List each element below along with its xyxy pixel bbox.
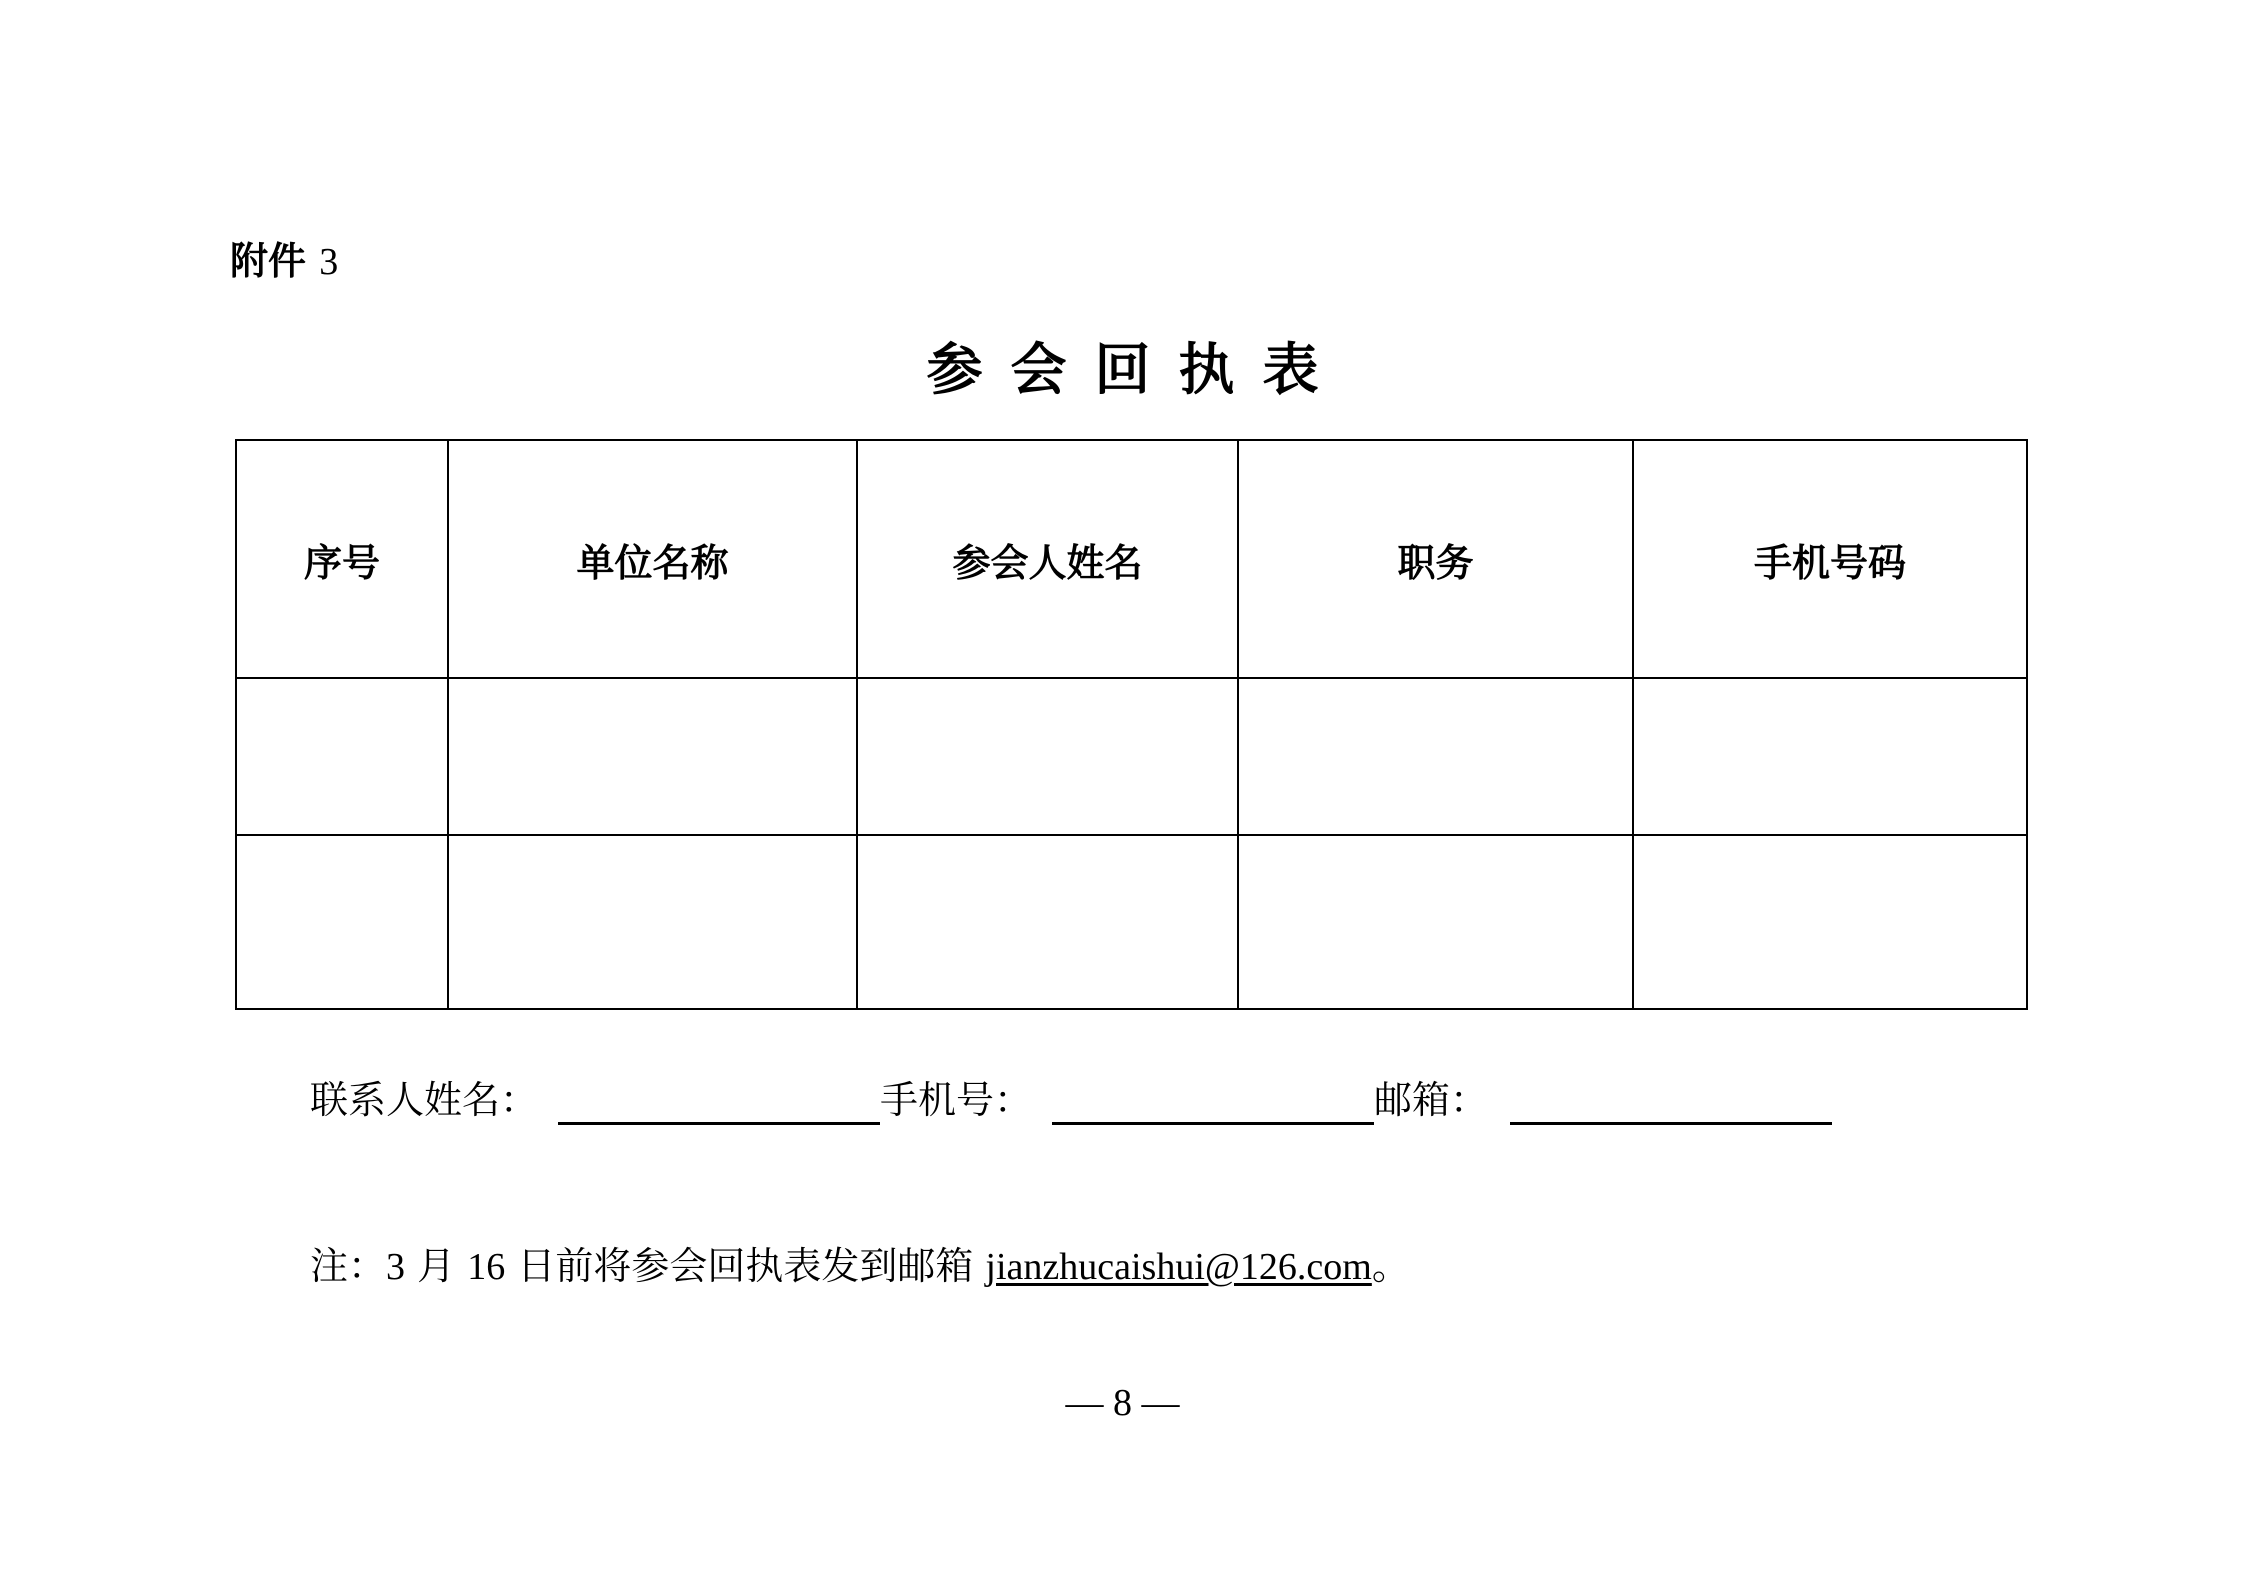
header-serial-number: 序号: [236, 440, 448, 678]
note-month: 3: [386, 1246, 406, 1288]
note-prefix: 注：: [310, 1244, 387, 1288]
cell-mobile[interactable]: [1633, 678, 2027, 835]
note-day: 16: [467, 1246, 506, 1288]
cell-organization[interactable]: [448, 678, 857, 835]
header-attendee-name: 参会人姓名: [857, 440, 1238, 678]
page-title: 参会回执表: [926, 337, 1347, 403]
attachment-number: 3: [319, 241, 339, 283]
header-position: 职务: [1238, 440, 1633, 678]
contact-email-field[interactable]: [1510, 1082, 1832, 1125]
cell-position[interactable]: [1238, 835, 1633, 1009]
attachment-text: 附件: [230, 239, 307, 283]
cell-organization[interactable]: [448, 835, 857, 1009]
header-organization: 单位名称: [448, 440, 857, 678]
note-email-link[interactable]: jianzhucaishui@126.com: [985, 1246, 1372, 1288]
header-mobile: 手机号码: [1633, 440, 2027, 678]
contact-line: [310, 1075, 1832, 1125]
table-header-row: [236, 440, 2027, 678]
note-month-unit: 月: [417, 1244, 456, 1288]
note-line: [310, 1241, 1410, 1292]
cell-attendee-name[interactable]: [857, 835, 1238, 1009]
cell-serial-number[interactable]: [236, 678, 448, 835]
attachment-label: [230, 236, 338, 287]
contact-phone-label: 手机号：: [880, 1078, 1033, 1122]
note-text: 日前将参会回执表发到邮箱: [517, 1244, 974, 1288]
cell-position[interactable]: [1238, 678, 1633, 835]
contact-phone-field[interactable]: [1052, 1082, 1374, 1125]
page-number: — 8 —: [1065, 1382, 1180, 1424]
contact-name-label: 联系人姓名：: [310, 1078, 539, 1122]
cell-mobile[interactable]: [1633, 835, 2027, 1009]
table-row: [236, 678, 2027, 835]
note-end: 。: [1371, 1244, 1410, 1288]
contact-name-field[interactable]: [558, 1082, 880, 1125]
receipt-table: [235, 439, 2028, 1010]
table-row: [236, 835, 2027, 1009]
contact-email-label: 邮箱：: [1374, 1078, 1489, 1122]
cell-serial-number[interactable]: [236, 835, 448, 1009]
cell-attendee-name[interactable]: [857, 678, 1238, 835]
